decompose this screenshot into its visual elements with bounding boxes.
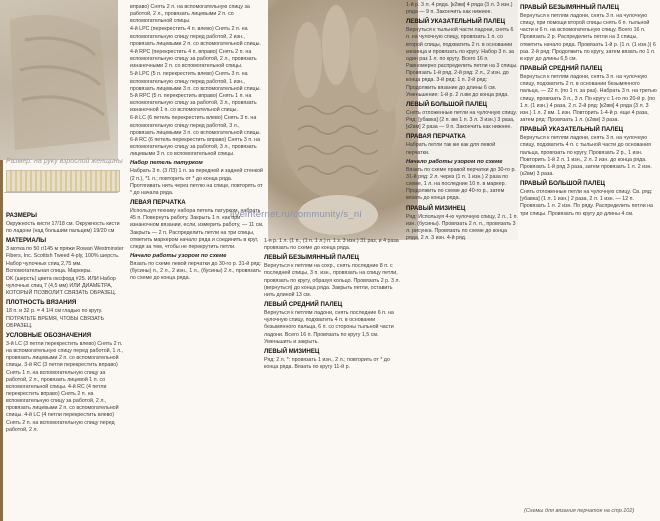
text-right-ring: Вернуться к петлям ладони, снять 3 п. на чулочную спицу, при помощи второй спицы снять 6 п. тыльной части и 6 п. на вспомогательную спицу. Всего 16 п. Провязать 2 р. Распределить петли на 3 спицы, отметить начало ряда. Провязать 1-й р. (1 л. (1 изн.)) 6 раз. 2-й ряд: Продолжить по кругу, затем вязать по 1 п. в круг до длины 6,5 см. [520, 13, 656, 62]
text-c2-3: 4-й RPC (перекрестить 4 п. вправо) Снять 2 п. на вспомогательную спицу за работой, 2 л., провязать изнаночными 2 п. со вспомогательной спицы. [130, 48, 257, 70]
glove-photo-main-image [268, 0, 418, 240]
heading-cast-on: Набор петель патурком [130, 160, 203, 167]
size-caption: Размер: на руку взрослой женщины [6, 158, 123, 165]
heading-right-thumb: ПРАВЫЙ БОЛЬШОЙ ПАЛЕЦ [520, 180, 605, 188]
column-5 [520, 2, 658, 516]
text-legend: 3-й LC (3 петли перекрестить влево) Снять 2 п. на вспомогательную спицу перед работой, 1 л., провязать лицевыми 2 п. со вспомогательной спицы. 3-й RC (3 петли перекрестить вправо) Снять 1 п. на вспомогательную спицу за работой, 2 л., провязать лицевой 1 п. со вспомогательной спицы. 4-й RC (4 петли перекрестить вправо) Снять 2 п. на вспомогательную спицу за работой, 2 л., провязать лицевыми 2 п. со вспомогательной спицы. 4-й LC (4 петли перекрестить влево) Снять 2 п. на вспомогательную спицу перед работой, 2 л. [6, 340, 123, 433]
text-right-pattern-start: Вязать по схеме правой перчатки до 30-го р. 31-й ряд: 2 л. через (1 п. 1 изн.) 2 раза по схеме, 1 л. на последние 10 п. в маркер. Продолжить по схеме до 40-го р., затем вязать до конца ряда. [406, 166, 516, 202]
text-left-middle: Вернуться к петлям ладони, снять последние 6 п. на чулочную спицу, подхватить 4 п. в основании безымянного пальца, 6 п. со стороны тыльной части ладони. Всего 16 п. Провязать по кругу 1,5 см. Уменьшить и закрыть. [264, 310, 394, 345]
text-left-thumb: Снять отложенные петли на чулочную спицу. Ряд: [убавка] (2 п. вм 1 п. 3 л. 3 изн.) 3 раза, [к2вм] 2 раза — 9 п. Закончить как нижнее. [406, 109, 517, 131]
text-right-glove: Набрать петли так же как для левой перчатки. [406, 142, 496, 156]
text-pattern-start: Вязать по схеме левой перчатки до 30-го р. 31-й ряд: (бусины) п., 2 л., 2 изн., 1 л., (бусины) 2 л., провязать по схеме до конца ряда. [130, 261, 262, 282]
text-left-glove: Используя технику набора петель патурком, набрать 45 п. Повернуть работу. Закрыть 1 п. как при изнаночном вязании, если, измерить работу, — 11 см. Закрыть — 2 п. Распределить петли на три спицы, отметить маркером начало ряда и соединить в круг, следя за тем, чтобы не перекрутить петли. [130, 208, 264, 250]
text-c2-4: 5-й LPC (5 п. перекрестить влево) Снять 3 п. на вспомогательную спицу перед работой, 1 изн., провязать лицевыми 3 п. со вспомогательной спицы. 5-й RPC (5 п. перекрестить вправо) Снять 1 п. на вспомогательную спицу за работой, 3 л., провязать изнаночной 1 п. со вспомогательной спицы. [130, 71, 261, 114]
text-c2-2: 4-й LPC (перекрестить 4 п. влево) Снять 2 п. на вспомогательную спицу перед работой, 2 изн., провязать лицевыми 2 п. со вспомогательной спицы. [130, 26, 261, 47]
column-1 [6, 210, 124, 516]
heading-sizes: РАЗМЕРЫ [6, 212, 37, 219]
column-4 [406, 2, 518, 516]
heading-right-little: ПРАВЫЙ МИЗИНЕЦ [406, 204, 466, 212]
text-right-index: Вернуться к петлям ладони, снять 3 п. на чулочную спицу, подхватить 4 п. с тыльной части до основания пальца, провязать по кругу. Провязать 2 р., 1 изн. Повторить 1-й 2 л. 1 изн., 2 л. 2 изн. до конца ряда. Провязать 1-й ряд 3 раза, затем провязать 1 л. 2 изн. (к2вм) 3 раза. [520, 135, 652, 177]
text-c2-1: вправо) Снять 2 п. на вспомогательную спицу за работой, 2 л., провязать лицевыми 2 п. со вспомогательной спицы. [130, 4, 250, 25]
heading-right-pattern-start: Начало работы узором по схеме [406, 158, 503, 165]
glove-photo-left-image [0, 0, 118, 160]
text-c3-1: 1-я р. 1 л. (1 п., (1 п. 1 л.) п. 1 з. 3 изн.) 31 раз, и 4 раза провязать по схеме до конца ряда. [264, 238, 399, 252]
heading-right-glove: ПРАВАЯ ПЕРЧАТКА [406, 133, 466, 141]
watermark-url[interactable]: liveinternet.ru/community/s_ni [230, 209, 362, 220]
column-2 [130, 4, 264, 516]
text-gauge: 18 п. и 32 р. = 4 1/4 см гладью по кругу. ПОТРАТЬТЕ ВРЕМЯ, ЧТОБЫ СВЯЗАТЬ ОБРАЗЕЦ. [6, 308, 104, 329]
column-3 [264, 238, 400, 516]
heading-materials: МАТЕРИАЛЫ [6, 237, 47, 245]
text-materials: 3 мотка по 50 г/145 м пряжи Rowan Westminster Fibers, Inc. Scottish Tweed 4-ply, 100% шерсть. Набор чулочных спиц 2,75 мм. Вспомогательная спица. Маркеры. [6, 246, 124, 274]
heading-left-thumb: ЛЕВЫЙ БОЛЬШОЙ ПАЛЕЦ [406, 100, 487, 108]
text-left-little: Ряд: 2 л. *: провязать 1 изн., 2 л.; повторить от * до конца ряда. Вязать по кругу 11-й р. [264, 356, 390, 371]
heading-left-middle: ЛЕВЫЙ СРЕДНИЙ ПАЛЕЦ [264, 301, 343, 309]
heading-left-index: ЛЕВЫЙ УКАЗАТЕЛЬНЫЙ ПАЛЕЦ [406, 18, 506, 26]
heading-right-ring: ПРАВЫЙ БЕЗЫМЯННЫЙ ПАЛЕЦ [520, 4, 619, 11]
heading-legend: УСЛОВНЫЕ ОБОЗНАЧЕНИЯ [6, 331, 92, 339]
heading-left-ring: ЛЕВЫЙ БЕЗЫМЯННЫЙ ПАЛЕЦ [264, 254, 359, 262]
glove-photo-left [0, 0, 118, 160]
text-left-index: Вернуться к тыльной части ладони, снять 6 п. на чулочную спицу, провязать 1 п. со второй спицы, подхватить 2 п. в основании мизинца и провязать по кругу. Набор 3 п. за один раз 1 л. по кругу. Всего 16 п. Равномерно распределить петли на 3 спицы. Провязать 1-й ряд. 2-й ряд: 2 л., 2 изн. до конца ряда. 3-й ряд: 1 п. 2-й ряд: Продолжить вязание до длины 6 см. Уменьшение: 1-й р. 2 л.вм до конца ряда. [406, 27, 518, 98]
heading-left-little: ЛЕВЫЙ МИЗИНЕЦ [264, 347, 320, 355]
text-sizes: Окружность кисти 17/18 см. Окружность кисти по ладони (над большим пальцем) 19/20 см [6, 221, 120, 235]
heading-pattern-start: Начало работы узором по схеме [130, 253, 227, 259]
text-dk: DK (шерсть) цвета оксфорд #25. ИЛИ Набор чулочных спиц 7 (4,5 мм) ИЛИ ДИАМЕТРА, КОТОРЫЙ ПОЗВОЛИТ СВЯЗАТЬ ОБРАЗЕЦ. [6, 275, 117, 297]
text-c4-top: 1-й р. 3 л. 4 ряда. [к2вм] 4 ряда (3 л. 3 изн.) ряда — 9 п. Закончить как нижнее. [406, 2, 513, 16]
heading-right-index: ПРАВЫЙ УКАЗАТЕЛЬНЫЙ ПАЛЕЦ [520, 126, 624, 134]
text-right-little: Ряд: Используя 4-ю чулочную спицу, 2 л., 1 п. изн. (бусины). Провязать 2 п. п., провязать 3 л. рисунка. Провязать по схеме до конца ряда, 2 л. 3 изн. 4-й ряд. [406, 213, 518, 242]
text-left-ring: Вернуться к петлям на сохр., снять последние 8 п. с последней спицы, 3 п. изн., провязать на спицу петли, провязать по кругу, образуя кольцо. Провязать 2 р. 3 л. (вернуться) до конца ряда. Закрыть петли, оставить нить длиной 13 см. [264, 263, 400, 298]
yarn-swatch [6, 170, 120, 192]
heading-right-middle: ПРАВЫЙ СРЕДНИЙ ПАЛЕЦ [520, 65, 603, 73]
heading-left-glove: ЛЕВАЯ ПЕРЧАТКА [130, 199, 186, 207]
heading-gauge: ПЛОТНОСТЬ ВЯЗАНИЯ [6, 299, 77, 307]
text-c2-5: 6-й LC (6 петель перекрестить влево) Снять 3 п. на вспомогательную спицу перед работой, 3 л., провязать лицевыми 3 п. со вспомогательной спицы. 6-й RC (6 петель перекрестить вправо) Снять 3 п. на вспомогательную спицу за работой, 3 л., провязать лицевыми 3 п. со вспомогательной спицы. [130, 115, 261, 158]
swatch-measure-line [4, 192, 118, 193]
chart-reference-note: (Схемы для вязания перчаток на стр.102) [524, 508, 635, 514]
text-right-thumb: Снять отложенные петли на чулочную спицу. Св. ряд: [убавка] (1 л. 1 изн.) 2 раза, 2 л. 1 изн. — 12 п. Провязать 1 л. 2 изн. По ряду. Распределить петли на три спицы. Провязать по кругу до длины 4 см. [520, 189, 653, 217]
glove-photo-main [268, 0, 418, 240]
text-right-middle: Вернуться к петлям ладони, снять 3 п. на чулочную спицу, подхватить 2 п. в основании безымянного пальца, — 22 п. (по 1 п. за раз). Набрать 3 п. на третью спицу, провязать 3 п., 3 л. По кругу с 1-го по 20-й р. (по 1 л. (1 изн.) 4 раза, 2 л. 2-й ряд: [к2вм] 4 ряда (3 л. 3 изн.) 1 л. 2 вм. 1 изн. Повторить 1-4-й р. еще 4 раза, затем ряд: Провязать 1 л. (к2вм) 3 раза. [520, 74, 657, 124]
text-cast-on: Набрать 3 п. (3 ЛЗ) 1 п. за передней и задней стенкой (2 п.), *1 л.; повторить от * до конца ряда. Протягивать нить через петлю на спице, повторять от * до начала ряда. [130, 168, 263, 196]
